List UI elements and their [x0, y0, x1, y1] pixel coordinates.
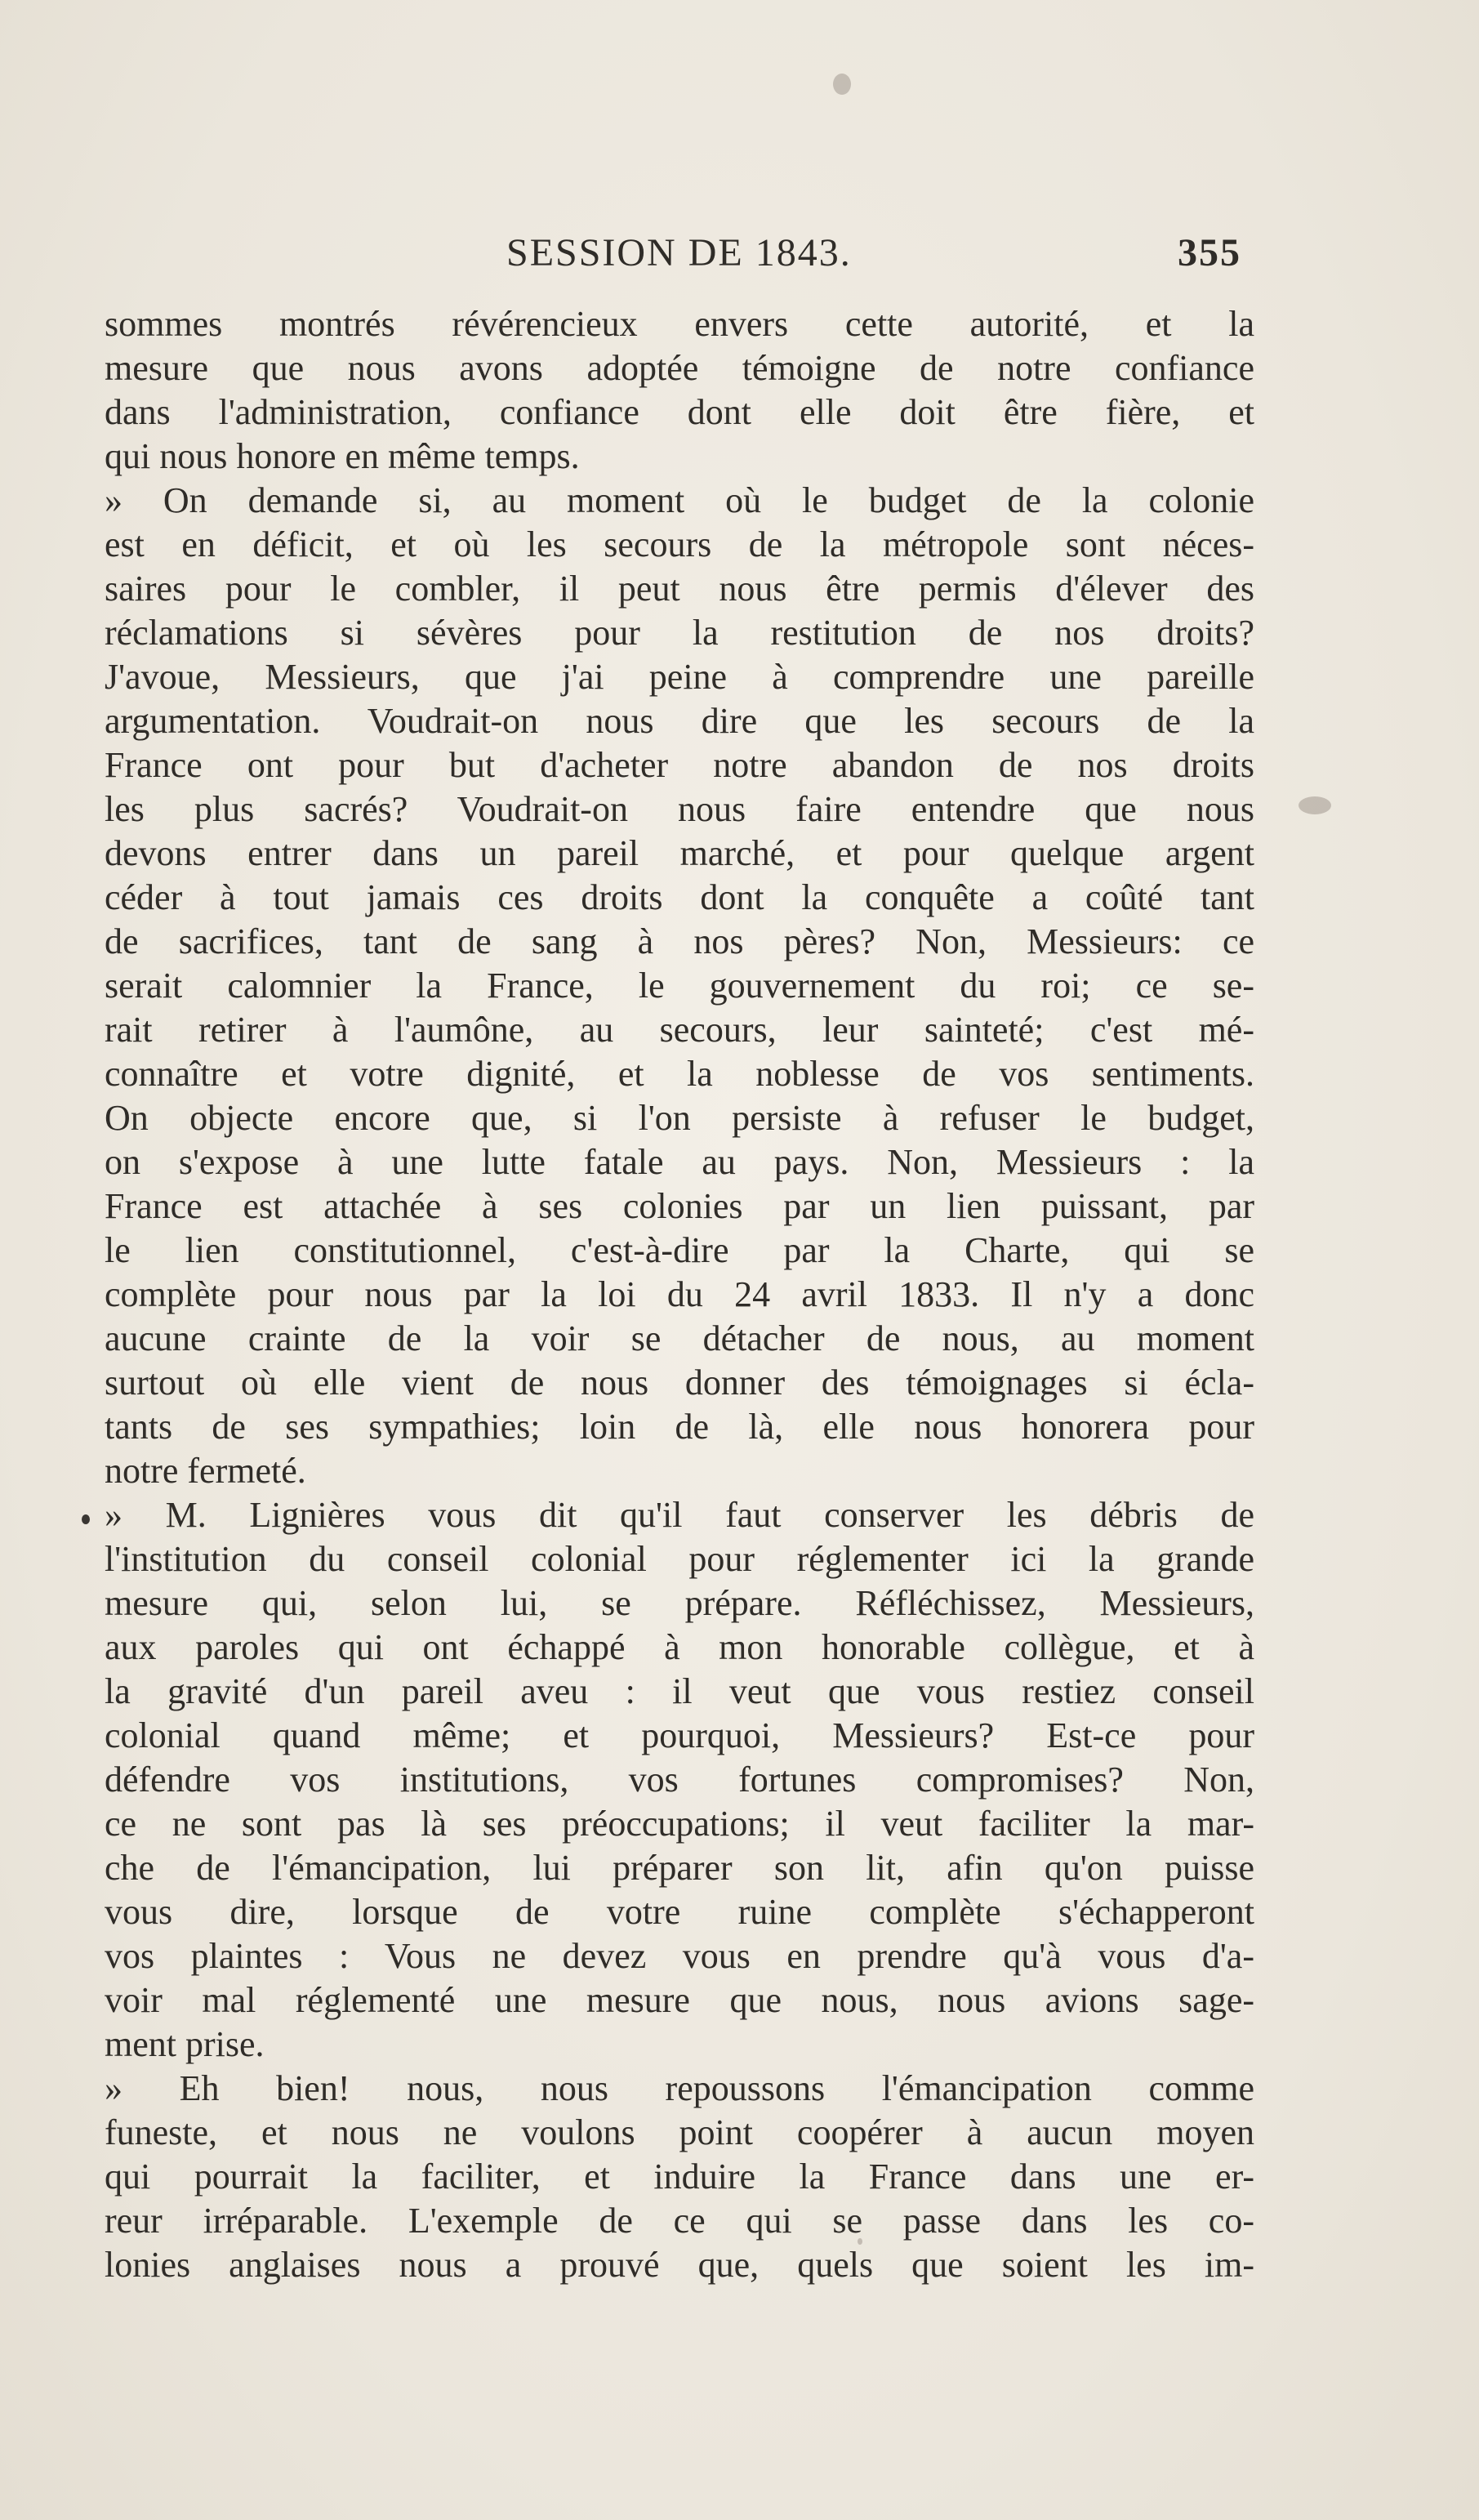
text-line: connaître et votre dignité, et la noblesse de vos sentiments.: [105, 1054, 1254, 1094]
text-line: voir mal réglementé une mesure que nous, nous avions sage-: [105, 1980, 1254, 2020]
running-head-title: SESSION DE 1843.: [506, 231, 852, 274]
text-line: saires pour le combler, il peut nous être permis d'élever des: [105, 569, 1254, 609]
text-line: sommes montrés révérencieux envers cette autorité, et la: [105, 304, 1254, 344]
text-line: céder à tout jamais ces droits dont la conquête a coûté tant: [105, 877, 1254, 917]
text-line: rait retirer à l'aumône, au secours, leur sainteté; c'est mé-: [105, 1010, 1254, 1050]
body-text: [105, 302, 1254, 2287]
text-line: notre fermeté.: [105, 1451, 306, 1491]
text-line: France ont pour but d'acheter notre abandon de nos droits: [105, 745, 1254, 785]
text-line: lonies anglaises nous a prouvé que, quels que soient les im-: [105, 2245, 1254, 2285]
text-line: tants de ses sympathies; loin de là, elle nous honorera pour: [105, 1407, 1254, 1447]
text-line: vous dire, lorsque de votre ruine complète s'échapperont: [105, 1892, 1254, 1932]
text-line: de sacrifices, tant de sang à nos pères? Non, Messieurs: ce: [105, 921, 1254, 961]
text-line: aucune crainte de la voir se détacher de nous, au moment: [105, 1318, 1254, 1358]
text-line: on s'expose à une lutte fatale au pays. Non, Messieurs : la: [105, 1142, 1254, 1182]
paper-speck: [833, 74, 851, 95]
paper-speck: [1299, 796, 1331, 814]
text-line: serait calomnier la France, le gouvernement du roi; ce se-: [105, 966, 1254, 1006]
text-line: devons entrer dans un pareil marché, et pour quelque argent: [105, 833, 1254, 873]
text-line: qui pourrait la faciliter, et induire la France dans une er-: [105, 2156, 1254, 2197]
text-line: ce ne sont pas là ses préoccupations; il veut faciliter la mar-: [105, 1804, 1254, 1844]
text-line: che de l'émancipation, lui préparer son lit, afin qu'on puisse: [105, 1848, 1254, 1888]
text-line: ment prise.: [105, 2024, 265, 2064]
text-line: » M. Lignières vous dit qu'il faut conserver les débris de: [105, 1495, 1254, 1535]
text-line: France est attachée à ses colonies par un lien puissant, par: [105, 1186, 1254, 1226]
text-line: le lien constitutionnel, c'est-à-dire par la Charte, qui se: [105, 1230, 1254, 1270]
text-line: est en déficit, et où les secours de la métropole sont néces-: [105, 524, 1254, 564]
text-line: défendre vos institutions, vos fortunes compromises? Non,: [105, 1760, 1254, 1800]
text-line: la gravité d'un pareil aveu : il veut que vous restiez conseil: [105, 1671, 1254, 1711]
text-line: l'institution du conseil colonial pour réglementer ici la grande: [105, 1539, 1254, 1579]
text-line: les plus sacrés? Voudrait-on nous faire entendre que nous: [105, 789, 1254, 829]
text-line: colonial quand même; et pourquoi, Messieurs? Est-ce pour: [105, 1715, 1254, 1755]
text-line: mesure qui, selon lui, se prépare. Réfléchissez, Messieurs,: [105, 1583, 1254, 1623]
text-line: » Eh bien! nous, nous repoussons l'émancipation comme: [105, 2068, 1254, 2108]
text-line: aux paroles qui ont échappé à mon honorable collègue, et à: [105, 1627, 1254, 1667]
text-line: J'avoue, Messieurs, que j'ai peine à comprendre une pareille: [105, 657, 1254, 697]
margin-dot-mark: [82, 1514, 90, 1524]
text-line: surtout où elle vient de nous donner des témoignages si écla-: [105, 1363, 1254, 1403]
running-head: [506, 230, 1241, 279]
text-line: réclamations si sévères pour la restitution de nos droits?: [105, 613, 1254, 653]
text-line: dans l'administration, confiance dont elle doit être fière, et: [105, 392, 1254, 432]
text-line: argumentation. Voudrait-on nous dire que les secours de la: [105, 701, 1254, 741]
page-number: 355: [1178, 231, 1241, 274]
text-line: reur irréparable. L'exemple de ce qui se passe dans les co-: [105, 2201, 1254, 2241]
text-line: On objecte encore que, si l'on persiste à refuser le budget,: [105, 1098, 1254, 1138]
text-line: mesure que nous avons adoptée témoigne de notre confiance: [105, 348, 1254, 388]
text-line: » On demande si, au moment où le budget de la colonie: [105, 480, 1254, 520]
text-line: complète pour nous par la loi du 24 avril 1833. Il n'y a donc: [105, 1274, 1254, 1314]
text-line: funeste, et nous ne voulons point coopérer à aucun moyen: [105, 2112, 1254, 2152]
text-line: vos plaintes : Vous ne devez vous en prendre qu'à vous d'a-: [105, 1936, 1254, 1976]
text-line: qui nous honore en même temps.: [105, 436, 580, 476]
